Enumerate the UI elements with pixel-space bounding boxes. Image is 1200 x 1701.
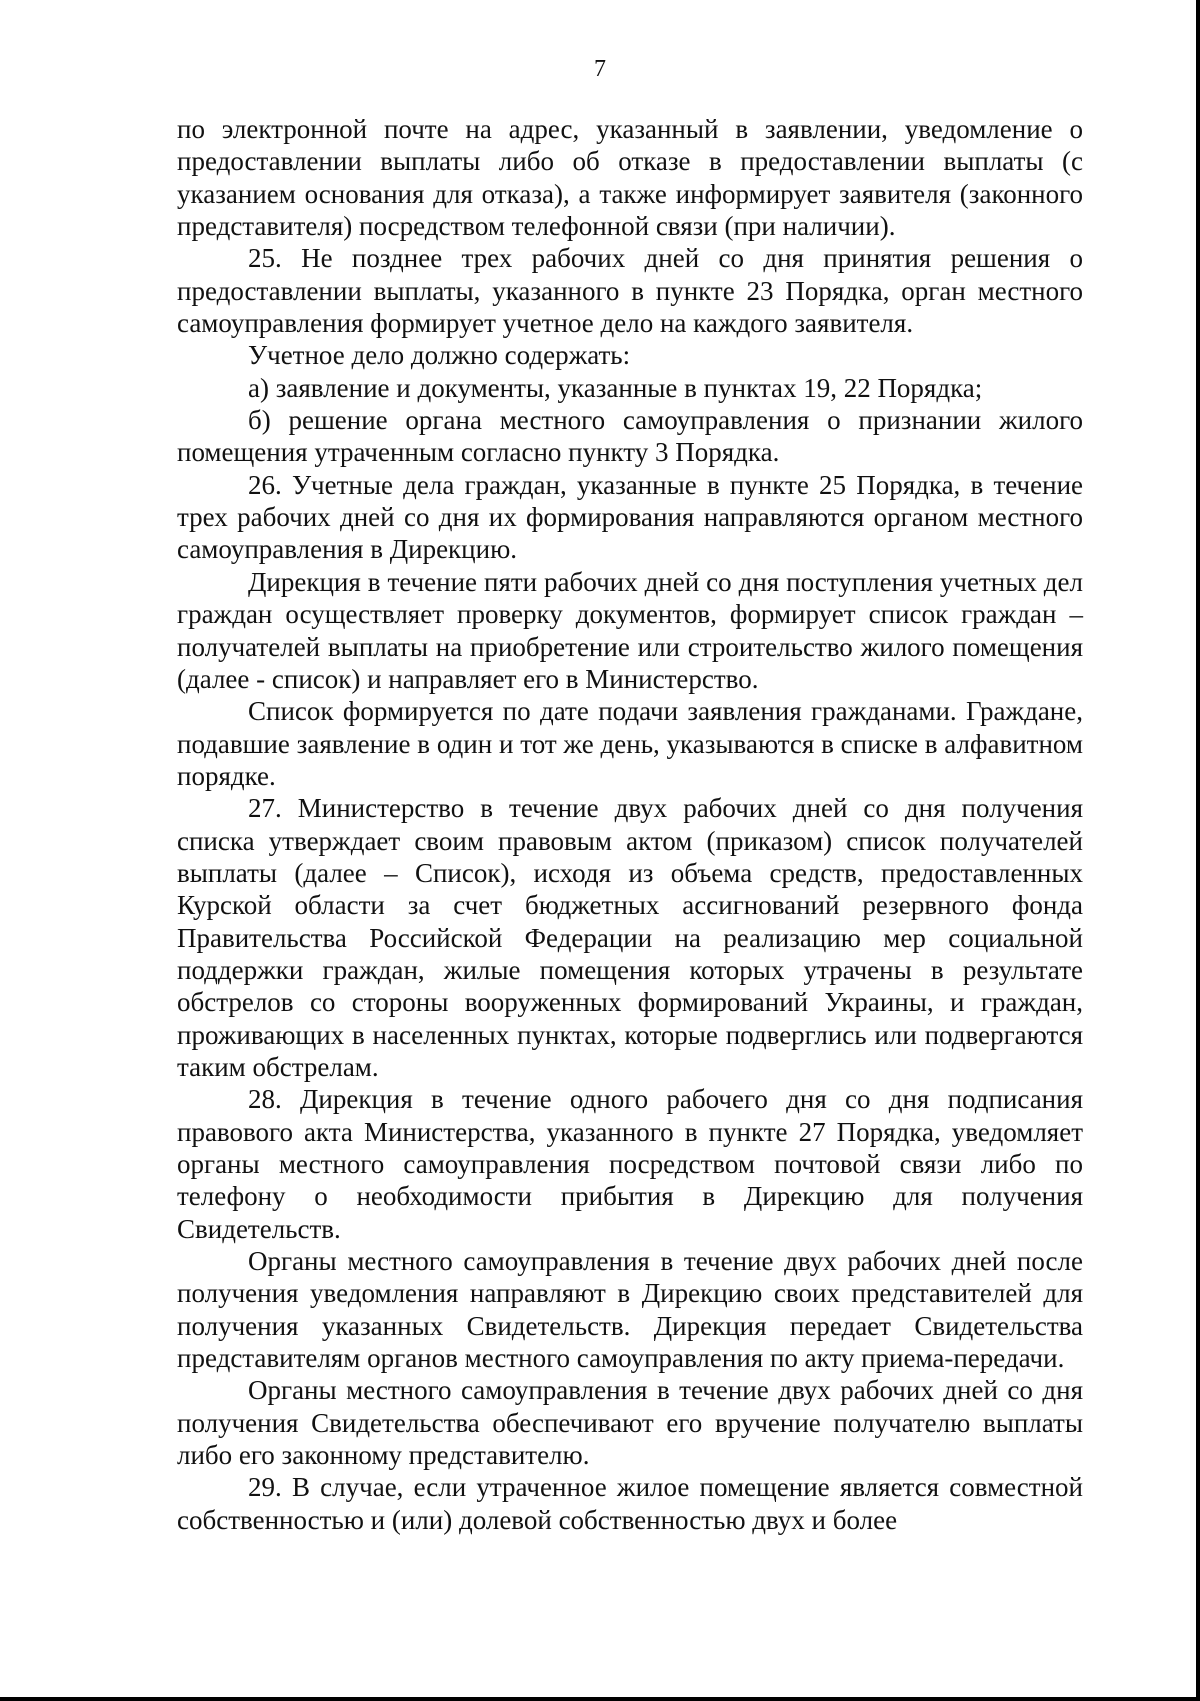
paragraph: 29. В случае, если утраченное жилое помещение является совместной собственностью и (или) долевой собственностью двух и более [177,1472,1083,1535]
paragraph: б) решение органа местного самоуправления о признании жилого помещения утраченным согласно пункту 3 Порядка. [177,405,1083,468]
paragraph: Список формируется по дате подачи заявления гражданами. Граждане, подавшие заявление в один и тот же день, указываются в списке в алфавитном порядке. [177,696,1083,791]
paragraph: 27. Министерство в течение двух рабочих дней со дня получения списка утверждает своим правовым актом (приказом) список получателей выплаты (далее – Список), исходя из объема средств, предоставленных Курской области за счет бюджетных ассигнований резервного фонда Правительства Российской Федерации на реализацию мер социальной поддержки граждан, жилые помещения которых утрачены в результате обстрелов со стороны вооруженных формирований Украины, и граждан, проживающих в населенных пунктах, которые подверглись или подвергаются таким обстрелам. [177,793,1083,1082]
paragraph: 25. Не позднее трех рабочих дней со дня принятия решения о предоставлении выплаты, указанного в пункте 23 Порядка, орган местного самоуправления формирует учетное дело на каждого заявителя. [177,243,1083,339]
paragraph: Дирекция в течение пяти рабочих дней со дня поступления учетных дел граждан осуществляет проверку документов, формирует список граждан – получателей выплаты на приобретение или строительство жилого помещения (далее - список) и направляет его в Министерство. [177,566,1083,694]
paragraph: по электронной почте на адрес, указанный в заявлении, уведомление о предоставлении выплаты либо об отказе в предоставлении выплаты (с указанием основания для отказа), а также информирует заявителя (законного представителя) посредством телефонной связи (при наличии). [177,114,1083,242]
paragraph: 28. Дирекция в течение одного рабочего дня со дня подписания правового акта Министерства, указанного в пункте 27 Порядка, уведомляет органы местного самоуправления посредством почтовой связи либо по телефону о необходимости прибытия в Дирекцию для получения Свидетельств. [177,1084,1083,1244]
paragraph: Органы местного самоуправления в течение двух рабочих дней со дня получения Свидетельства обеспечивают его вручение получателю выплаты либо его законному представителю. [177,1375,1083,1471]
paragraph: Органы местного самоуправления в течение двух рабочих дней после получения уведомления направляют в Дирекцию своих представителей для получения указанных Свидетельств. Дирекция передает Свидетельства представителям органов местного самоуправления по акту приема-передачи. [177,1246,1083,1374]
paragraph: а) заявление и документы, указанные в пунктах 19, 22 Порядка; [248,372,983,403]
document-body [177,113,1083,1536]
page-number: 7 [594,56,606,82]
paragraph: Учетное дело должно содержать: [248,340,631,371]
paragraph: 26. Учетные дела граждан, указанные в пункте 25 Порядка, в течение трех рабочих дней со дня их формирования направляются органом местного самоуправления в Дирекцию. [177,469,1083,565]
